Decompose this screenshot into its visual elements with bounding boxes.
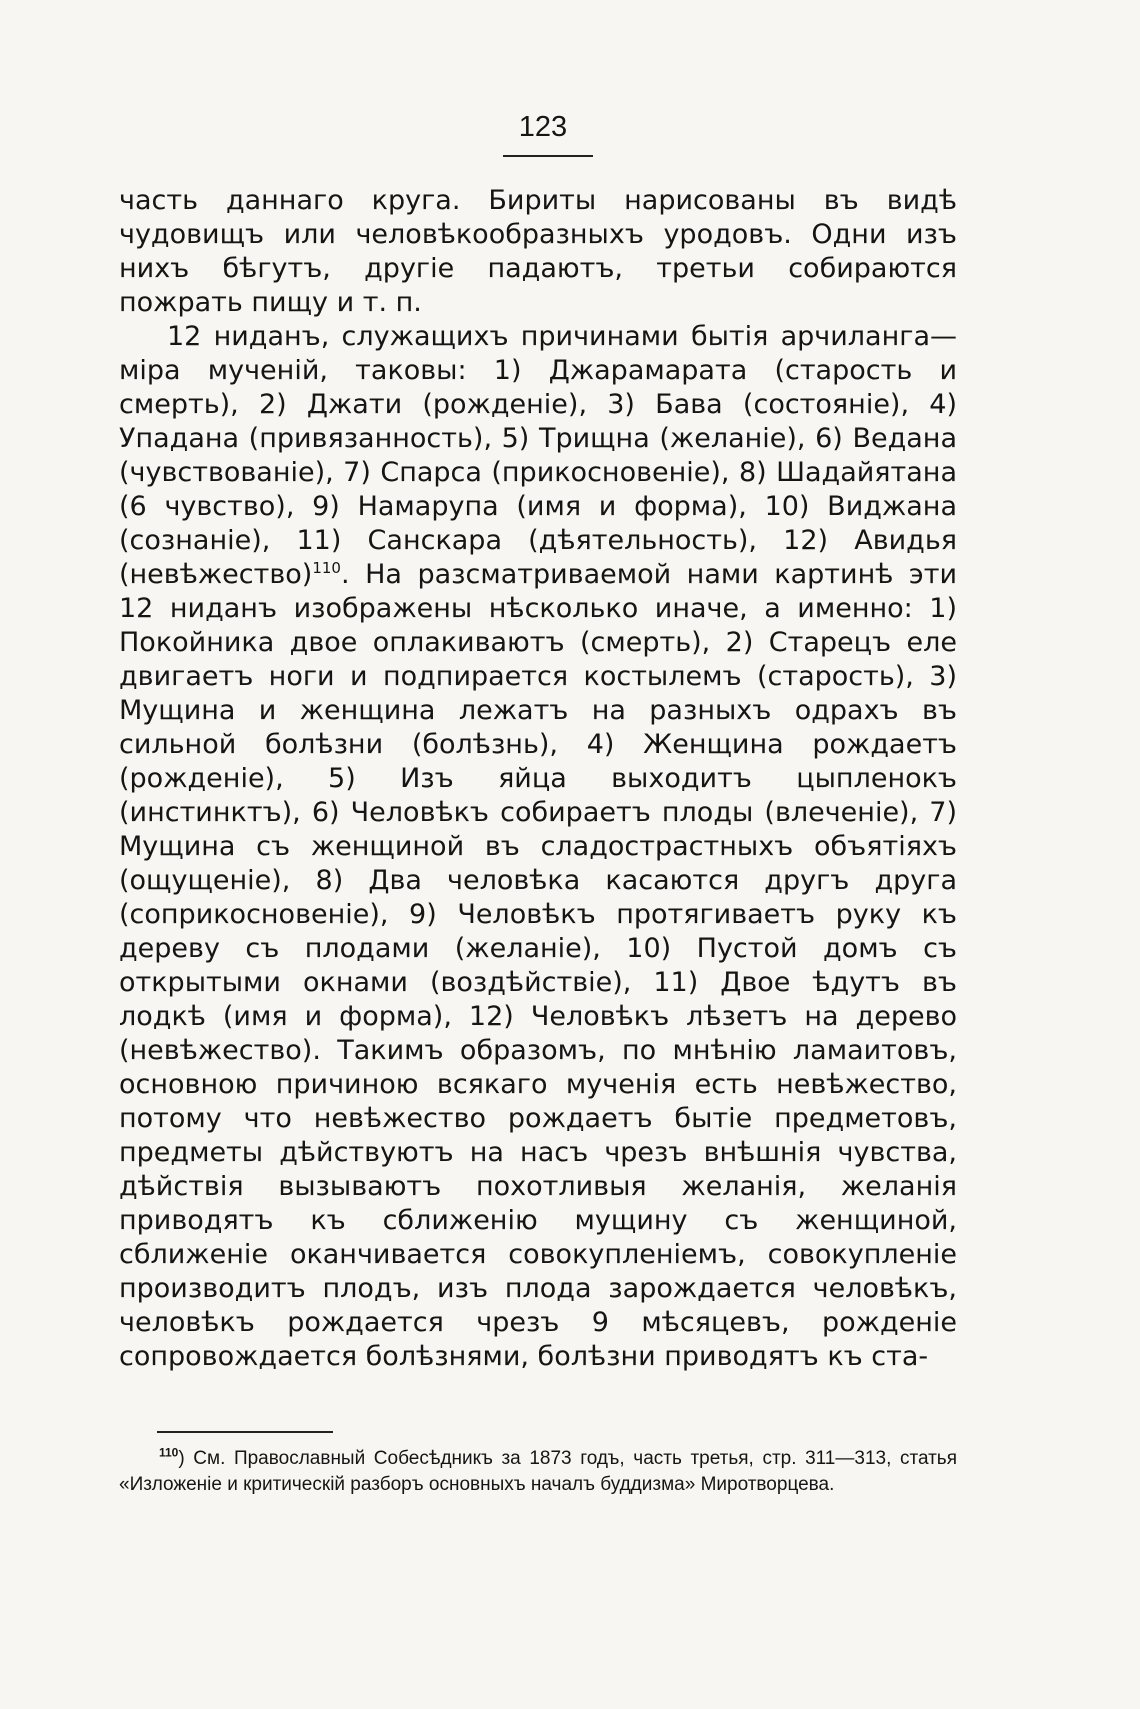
footnote-paragraph: [119, 1446, 957, 1498]
page-number-rule: [503, 155, 593, 157]
paragraph-2-part-2: . На разсматриваемой нами картинѣ эти 12 ниданъ изображены нѣсколько иначе, а именно: 1) Покойника двое оплакиваютъ (смерть), 2) Старецъ еле двигаетъ ноги и подпирается костылемъ (старость), 3) Мущина и женщина лежатъ на разныхъ одрахъ въ сильной болѣзни (болѣзнь), 4) Женщина рождаетъ (рожденіе), 5) Изъ яйца выходитъ цыпленокъ (инстинктъ), 6) Человѣкъ собираетъ плоды (влеченіе), 7) Мущина съ женщиной въ сладострастныхъ объятіяхъ (ощущеніе), 8) Два человѣка касаются другъ друга (соприкосновеніе), 9) Человѣкъ протягиваетъ руку къ дереву съ плодами (желаніе), 10) Пустой домъ съ открытыми окнами (воздѣйствіе), 11) Двое ѣдутъ въ лодкѣ (имя и форма), 12) Человѣкъ лѣзетъ на дерево (невѣжество). Такимъ образомъ, по мнѣнію ламаитовъ, основною причиною всякаго мученія есть невѣжество, потому что невѣжество рождаетъ бытіе предметовъ, предметы дѣйствуютъ на насъ чрезъ внѣшнія чувства, дѣйствія вызываютъ похотливыя желанія, желанія приводятъ къ сближенію мущину съ женщиной, сближеніе оканчивается совокупленіемъ, совокупленіе производитъ плодъ, изъ плода зарождается человѣкъ, человѣкъ рождается чрезъ 9 мѣсяцевъ, рожденіе сопровождается болѣзнями, болѣзни приводятъ къ ста-: [119, 559, 957, 1372]
page-number: 123: [518, 111, 568, 143]
paragraph-1: часть даннаго круга. Бириты нарисованы въ видѣ чудовищъ или человѣкообразныхъ уродовъ. Одни изъ нихъ бѣгутъ, другіе падаютъ, третьи собираются пожрать пищу и т. п.: [119, 185, 957, 318]
footnote-mark: 110: [159, 1445, 179, 1460]
main-text: [119, 184, 957, 1374]
paragraph-2: [119, 320, 957, 1374]
footnote: [119, 1446, 957, 1498]
footnote-separator: [157, 1431, 333, 1433]
footnote-text: ) См. Православный Собесѣдникъ за 1873 годъ, часть третья, стр. 311—313, статья «Изложеніе и критическій разборъ основныхъ началъ буддизма» Миротворцева.: [119, 1448, 957, 1495]
paragraph-2-part-1: 12 ниданъ, служащихъ причинами бытія арчиланга—міра мученій, таковы: 1) Джарамарата (старость и смерть), 2) Джати (рожденіе), 3) Бава (состояніе), 4) Упадана (привязанность), 5) Трищна (желаніе), 6) Ведана (чувствованіе), 7) Спарса (прикосновеніе), 8) Шадайятана (6 чувство), 9) Намарупа (имя и форма), 10) Виджана (сознаніе), 11) Санскара (дѣятельность), 12) Авидья (невѣжество): [119, 321, 957, 590]
footnote-reference[interactable]: 110: [312, 559, 341, 577]
